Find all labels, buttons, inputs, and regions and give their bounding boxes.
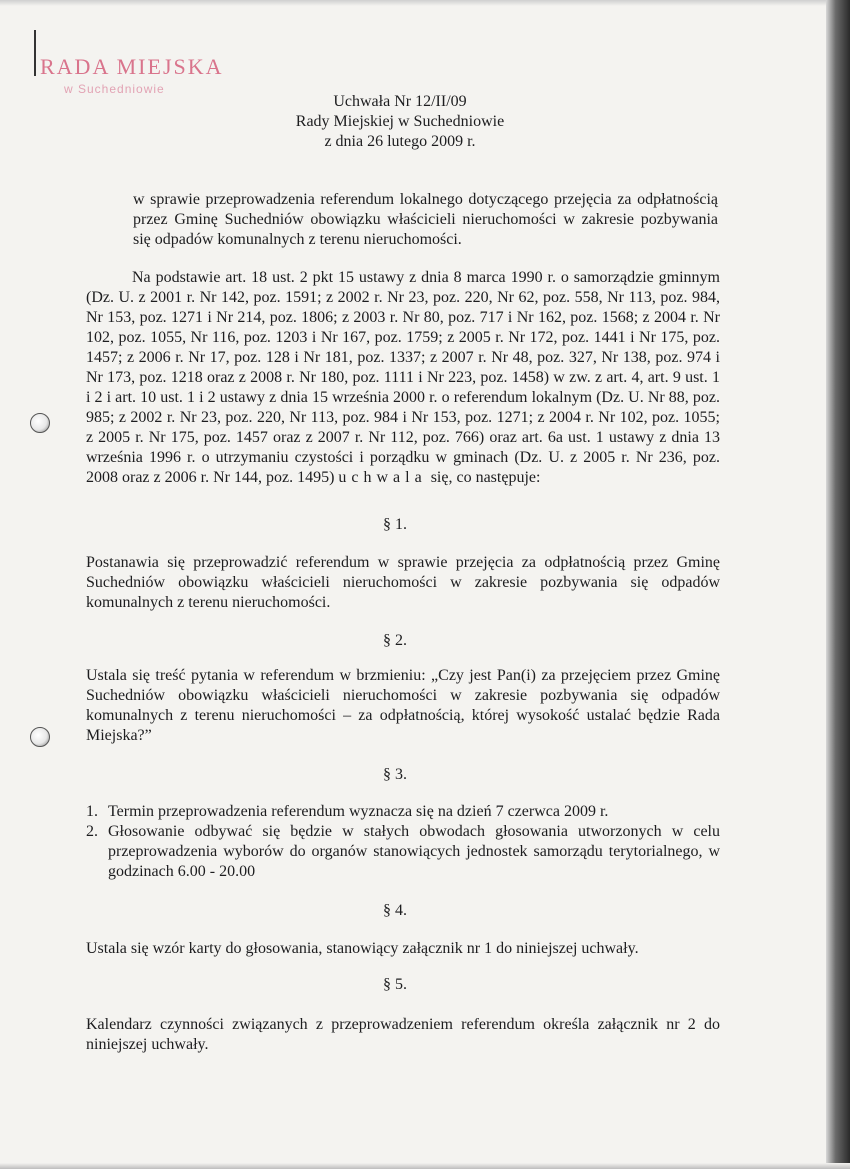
scan-bottom-edge [0, 1163, 850, 1169]
section-2-heading: § 2. [383, 632, 407, 649]
section-2-text: Ustala się treść pytania w referendum w brzmieniu: „Czy jest Pan(i) za przejęciem przez Gminę Suchedniów obowiązku właścicieli nieruchomości w zakresie pozbywania się odpadów komunalnych z terenu nieruchomości – za odpłatnością, której wysokość ustalać będzie Rada Miejska?” [86, 667, 720, 744]
list-text: Głosowanie odbywać się będzie w stałych obwodach głosowania utworzonych w celu przeprowadzenia wyborów do organów stanowiących jednostek samorządu terytorialnego, w godzinach 6.00 - 20.00 [108, 823, 720, 880]
section-5-heading: § 5. [383, 976, 407, 993]
list-number: 1. [86, 803, 98, 820]
section-5-text: Kalendarz czynności związanych z przeprowadzeniem referendum określa załącznik nr 2 do niniejszej uchwały. [86, 1016, 720, 1053]
list-text: Termin przeprowadzenia referendum wyznacza się na dzień 7 czerwca 2009 r. [108, 803, 609, 820]
punch-hole-bottom [30, 727, 50, 747]
scan-top-edge [0, 0, 850, 6]
council-stamp-subtitle: w Suchedniowie [64, 82, 165, 96]
section-3-heading: § 3. [383, 766, 407, 783]
resolution-issuer: Rady Miejskiej w Suchedniowie [295, 113, 505, 130]
resolution-date: z dnia 26 lutego 2009 r. [324, 133, 476, 150]
resolve-word: uchwala [338, 469, 427, 486]
resolution-subject: w sprawie przeprowadzenia referendum lokalnego dotyczącego przejęcia za odpłatnością przez Gminę Suchedniów obowiązku właścicieli nieruchomości w zakresie pozbywania się odpadów komunalnych z terenu nieruchomości. [133, 191, 718, 248]
punch-hole-top [30, 413, 50, 433]
legal-basis [86, 268, 720, 488]
scan-right-edge [826, 0, 850, 1169]
stamp-mark [34, 30, 36, 76]
section-1-text: Postanawia się przeprowadzić referendum w sprawie przejęcia za odpłatnością przez Gminę Suchedniów obowiązku właścicieli nieruchomości w zakresie pozbywania się odpadów komunalnych z terenu nieruchomości. [86, 554, 720, 611]
resolution-number: Uchwała Nr 12/II/09 [333, 93, 467, 110]
section-3-item-2 [86, 822, 720, 882]
legal-basis-ending: się, co następuje: [430, 469, 541, 486]
council-stamp-title: RADA MIEJSKA [40, 54, 224, 79]
resolution-header [200, 92, 600, 152]
list-number: 2. [86, 823, 98, 840]
legal-basis-text: Na podstawie art. 18 ust. 2 pkt 15 ustawy z dnia 8 marca 1990 r. o samorządzie gminnym (Dz. U. z 2001 r. Nr 142, poz. 1591; z 2002 r. Nr 23, poz. 220, Nr 62, poz. 558, Nr 113, poz. 984, Nr 153, poz. 1271 i Nr 214, poz. 1806; z 2003 r. Nr 80, poz. 717 i Nr 162, poz. 1568; z 2004 r. Nr 102, poz. 1055, Nr 116, poz. 1203 i Nr 167, poz. 1759; z 2005 r. Nr 172, poz. 1441 i Nr 175, poz. 1457; z 2006 r. Nr 17, poz. 128 i Nr 181, poz. 1337; z 2007 r. Nr 48, poz. 327, Nr 138, poz. 974 i Nr 173, poz. 1218 oraz z 2008 r. Nr 180, poz. 1111 i Nr 223, poz. 1458) w zw. z art. 4, art. 9 ust. 1 i 2 i art. 10 ust. 1 i 2 ustawy z dnia 15 września 2000 r. o referendum lokalnym (Dz. U. Nr 88, poz. 985; z 2002 r. Nr 23, poz. 220, Nr 113, poz. 984 i Nr 153, poz. 1271; z 2004 r. Nr 102, poz. 1055; z 2005 r. Nr 175, poz. 1457 oraz z 2007 r. Nr 112, poz. 766) oraz art. 6a ust. 1 ustawy z dnia 13 września 1996 r. o utrzymaniu czystości i porządku w gminach (Dz. U. z 2005 r. Nr 236, poz. 2008 oraz z 2006 r. Nr 144, poz. 1495) [86, 269, 720, 486]
section-4-heading: § 4. [383, 902, 407, 919]
section-3-item-1 [86, 802, 720, 822]
section-1-heading: § 1. [383, 516, 407, 533]
section-4-text: Ustala się wzór karty do głosowania, stanowiący załącznik nr 1 do niniejszej uchwały. [86, 940, 639, 957]
